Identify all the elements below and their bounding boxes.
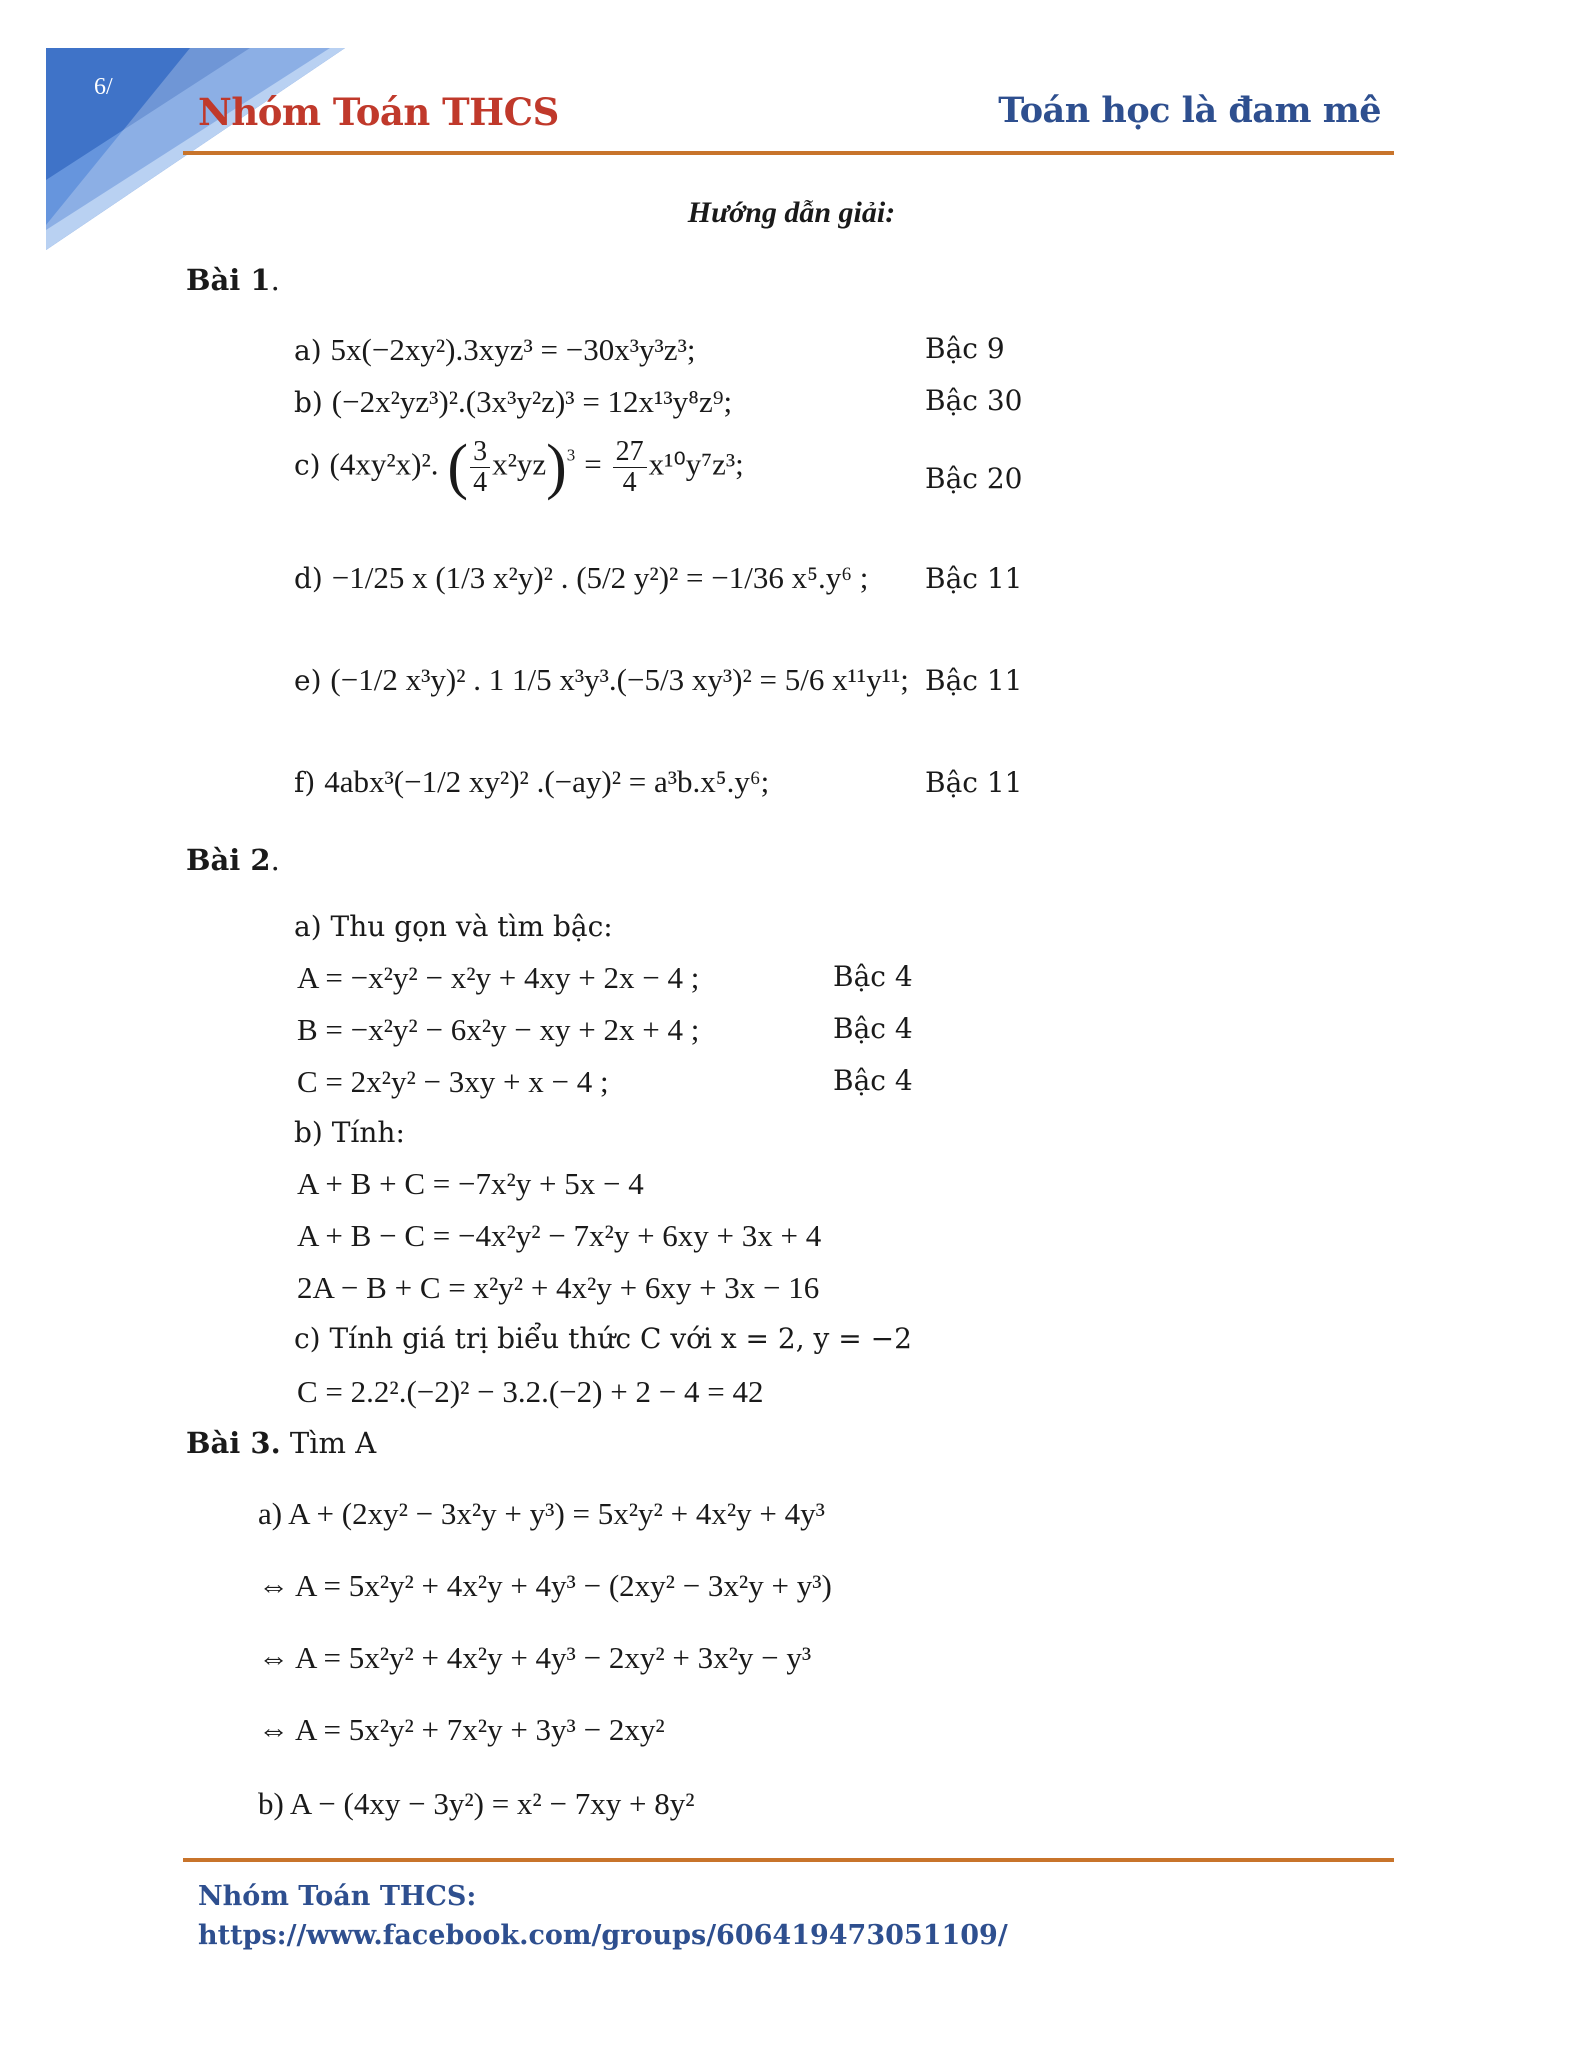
bai2-part-a: a) Thu gọn và tìm bậc: <box>294 910 613 943</box>
bai1-title-text: Bài 1 <box>186 263 271 297</box>
bai2-title-text: Bài 2 <box>186 843 271 877</box>
bai2-title: Bài 2. <box>186 843 280 877</box>
bai1-item-d <box>294 560 868 596</box>
bai3-line-3: ⇔ A = 5x²y² + 4x²y + 4y³ − 2xy² + 3x²y − y³ <box>258 1640 812 1675</box>
fraction <box>470 437 490 497</box>
bai1-title: Bài 1. <box>186 263 280 297</box>
item-eq: = <box>584 446 602 482</box>
bai3-line-4: ⇔ A = 5x²y² + 7x²y + 3y³ − 2xy² <box>258 1712 665 1747</box>
bai2-b-line-1: A + B + C = −7x²y + 5x − 4 <box>297 1166 644 1201</box>
bai2-row-a: A = −x²y² − x²y + 4xy + 2x − 4 ; <box>297 960 700 995</box>
fraction <box>613 437 647 497</box>
item-exponent: 3 <box>566 445 576 465</box>
bai3-title-tail: Tìm A <box>280 1426 377 1460</box>
bai1-degree-c: Bậc 20 <box>925 462 1023 495</box>
footer-group-link[interactable]: https://www.facebook.com/groups/606419473051109/ <box>198 1920 1008 1951</box>
item-rhs: x¹⁰y⁷z³; <box>648 446 744 482</box>
bai2-b-line-3: 2A − B + C = x²y² + 4x²y + 6xy + 3x − 16 <box>297 1270 820 1305</box>
fraction-den: 4 <box>473 466 488 498</box>
bai3-title-text: Bài 3. <box>186 1426 281 1460</box>
bai1-degree-a: Bậc 9 <box>925 332 1005 365</box>
footer-group-name: Nhóm Toán THCS: <box>198 1881 477 1912</box>
bai1-item-a <box>294 332 695 368</box>
bai1-degree-b: Bậc 30 <box>925 384 1023 417</box>
bai1-degree-f: Bậc 11 <box>925 766 1023 799</box>
bai1-item-f <box>294 764 769 800</box>
bai3-line-5: b) A − (4xy − 3y²) = x² − 7xy + 8y² <box>258 1786 695 1821</box>
bai2-part-b: b) Tính: <box>294 1116 405 1149</box>
bai2-degree-c: Bậc 4 <box>833 1064 913 1097</box>
item-label: c) <box>294 448 321 482</box>
bai1-degree-e: Bậc 11 <box>925 664 1023 697</box>
bai1-item-b <box>294 384 732 420</box>
motto: Toán học là đam mê <box>998 90 1381 131</box>
bai1-item-c: c) (4xy²x)². ( $\frac{3}{4}$ x²yz)$^3$ = $\frac{27}{4}$ x¹⁰y⁷z³; <box>294 433 744 501</box>
bai3-line-2: ⇔ A = 5x²y² + 4x²y + 4y³ − (2xy² − 3x²y + y³) <box>258 1568 832 1603</box>
fraction-den: 4 <box>622 466 637 498</box>
bai2-c-line: C = 2.2².(−2)² − 3.2.(−2) + 2 − 4 = 42 <box>297 1374 764 1409</box>
item-label: a) <box>294 334 322 367</box>
item-label: d) <box>294 562 323 595</box>
bai2-degree-a: Bậc 4 <box>833 960 913 993</box>
fraction-num: 3 <box>470 437 490 467</box>
item-expr: 4abx³(−1/2 xy²)² .(−ay)² = a³b.x⁵.y⁶; <box>324 764 770 799</box>
header-rule <box>183 151 1394 155</box>
footer-rule <box>183 1858 1394 1862</box>
item-expr: (−2x²yz³)².(3x³y²z)³ = 12x¹³y⁸z⁹; <box>331 384 733 419</box>
bai2-row-c: C = 2x²y² − 3xy + x − 4 ; <box>297 1064 609 1099</box>
bai2-b-line-2: A + B − C = −4x²y² − 7x²y + 6xy + 3x + 4 <box>297 1218 822 1253</box>
fraction-num: 27 <box>613 437 647 467</box>
bai2-row-b: B = −x²y² − 6x²y − xy + 2x + 4 ; <box>297 1012 700 1047</box>
item-expr: −1/25 x (1/3 x²y)² . (5/2 y²)² = −1/36 x⁵.y⁶ ; <box>331 560 869 595</box>
bai2-part-c: c) Tính giá trị biểu thức C với x = 2, y = −2 <box>294 1322 912 1355</box>
page-number: 6/ <box>94 74 113 100</box>
bai1-item-e <box>294 662 909 698</box>
item-inner: x²yz <box>492 446 547 482</box>
item-lhs: (4xy²x)². <box>329 446 439 482</box>
item-expr: (−1/2 x³y)² . 1 1/5 x³y³.(−5/3 xy³)² = 5/6 x¹¹y¹¹; <box>330 662 909 697</box>
item-label: f) <box>294 766 316 799</box>
section-title: Hướng dẫn giải: <box>687 196 896 229</box>
item-label: e) <box>294 664 322 697</box>
bai3-line-1: a) A + (2xy² − 3x²y + y³) = 5x²y² + 4x²y + 4y³ <box>258 1496 825 1531</box>
item-expr: 5x(−2xy²).3xyz³ = −30x³y³z³; <box>330 332 696 367</box>
item-label: b) <box>294 386 323 419</box>
brand-title: Nhóm Toán THCS <box>198 90 559 134</box>
bai2-degree-b: Bậc 4 <box>833 1012 913 1045</box>
bai3-title <box>186 1426 376 1460</box>
bai1-degree-d: Bậc 11 <box>925 562 1023 595</box>
